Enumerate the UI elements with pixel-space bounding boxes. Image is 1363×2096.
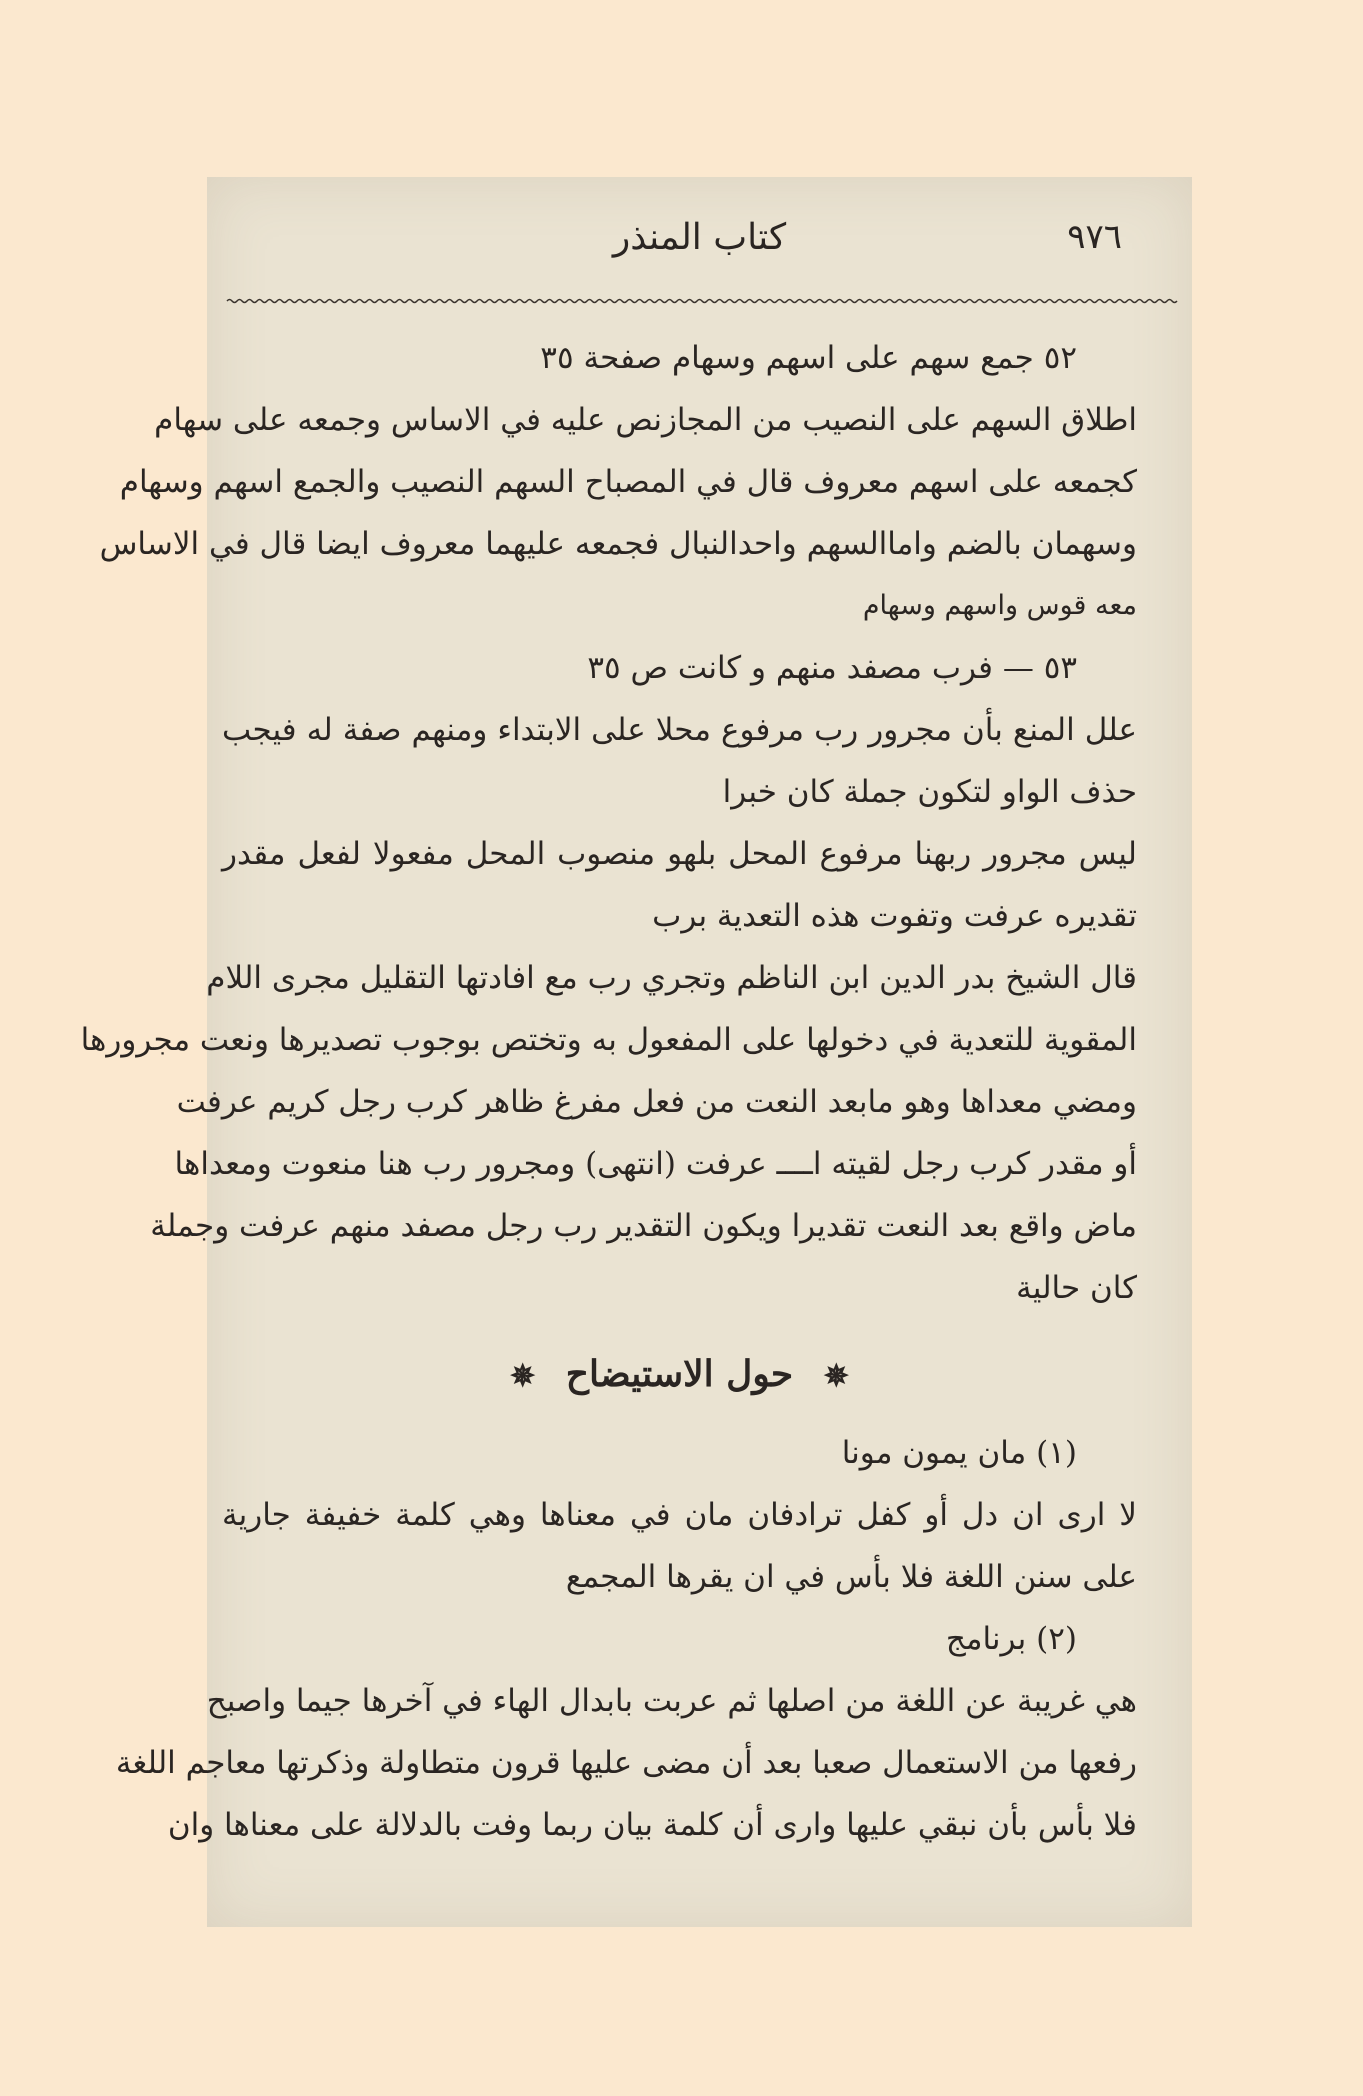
page-number: ٩٧٦ <box>1067 217 1122 257</box>
text-line: علل المنع بأن مجرور رب مرفوع محلا على الابتداء ومنهم صفة له فيجب <box>222 712 1137 748</box>
text-line: اطلاق السهم على النصيب من المجازنص عليه في الاساس وجمعه على سهام <box>154 402 1137 438</box>
wavy-divider <box>227 295 1172 307</box>
text-line: وسهمان بالضم واماالسهم واحدالنبال فجمعه عليهما معروف ايضا قال في الاساس <box>99 526 1137 562</box>
item-heading-2: (٢) برنامج <box>945 1621 1077 1657</box>
ornament-star-icon: ✵ <box>510 1359 536 1394</box>
text-line: لا ارى ان دل أو كفل ترادفان مان في معناها وهي كلمة خفيفة جارية <box>222 1497 1137 1533</box>
text-line: قال الشيخ بدر الدين ابن الناظم وتجري رب مع افادتها التقليل مجرى اللام <box>206 960 1137 996</box>
text-line: على سنن اللغة فلا بأس في ان يقرها المجمع <box>565 1559 1137 1595</box>
section-heading <box>222 1329 1137 1422</box>
entry-heading-52: ٥٢ جمع سهم على اسهم وسهام صفحة ٣٥ <box>540 340 1077 376</box>
entry-heading-53: ٥٣ — فرب مصفد منهم و كانت ص ٣٥ <box>587 650 1077 686</box>
text-line: ماض واقع بعد النعت تقديرا ويكون التقدير رب رجل مصفد منهم عرفت وجملة <box>150 1208 1137 1244</box>
running-title: كتاب المنذر <box>612 217 787 258</box>
item-heading-1: (١) مان يمون مونا <box>841 1435 1077 1471</box>
ornament-star-icon: ✵ <box>823 1359 849 1394</box>
text-line: حذف الواو لتكون جملة كان خبرا <box>722 774 1137 810</box>
text-line: رفعها من الاستعمال صعبا بعد أن مضى عليها قرون متطاولة وذكرتها معاجم اللغة <box>115 1745 1137 1781</box>
text-line: المقوية للتعدية في دخولها على المفعول به وتختص بوجوب تصديرها ونعت مجرورها <box>80 1022 1137 1058</box>
text-line: هي غريبة عن اللغة من اصلها ثم عربت بابدال الهاء في آخرها جيما واصبح <box>206 1683 1137 1719</box>
text-line: تقديره عرفت وتفوت هذه التعدية برب <box>652 898 1137 934</box>
text-line: فلا بأس بأن نبقي عليها واری أن كلمة بيان ربما وفت بالدلالة على معناها وان <box>167 1807 1137 1843</box>
text-line: كان حالية <box>1016 1270 1137 1306</box>
text-line: معه قوس واسهم وسهام <box>862 590 1137 621</box>
text-line: ليس مجرور ربهنا مرفوع المحل بلهو منصوب المحل مفعولا لفعل مقدر <box>222 836 1137 872</box>
body-text <box>80 327 1137 1856</box>
text-line: ومضي معداها وهو مابعد النعت من فعل مفرغ ظاهر كرب رجل كريم عرفت <box>176 1084 1137 1120</box>
section-heading-text: حول الاستيضاح <box>565 1353 794 1395</box>
text-line: أو مقدر كرب رجل لقيته اــــ عرفت (انتهى) ومجرور رب هنا منعوت ومعداها <box>174 1146 1137 1182</box>
scanned-page <box>80 177 1192 1927</box>
text-line: كجمعه على اسهم معروف قال في المصباح السهم النصيب والجمع اسهم وسهام <box>119 464 1137 500</box>
page-header <box>247 217 1152 267</box>
